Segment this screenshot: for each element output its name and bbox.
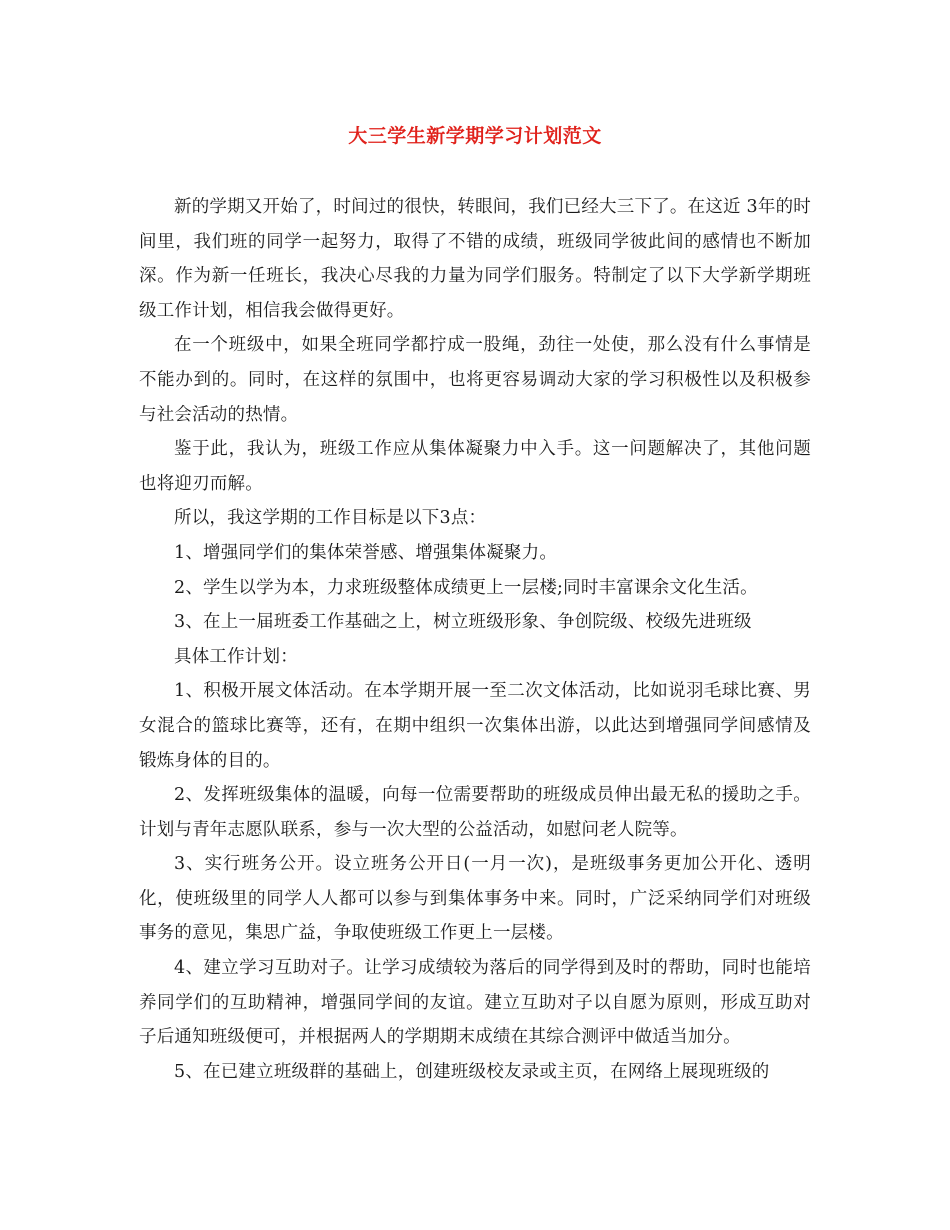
paragraph-plan-5: 5、在已建立班级群的基础上，创建班级校友录或主页，在网络上展现班级的 [174, 1061, 770, 1082]
paragraph-intro: 新的学期又开始了，时间过的很快，转眼间，我们已经大三下了。在这近 3年的时间里，我们班的同学一起努力，取得了不错的成绩，班级同学彼此间的感情也不断加深。作为新一任班长，我决心尽我的力量为同学们服务。特制定了以下大学新学期班级工作计划，相信我会做得更好。 [139, 197, 811, 321]
paragraph-plan-3: 3、实行班务公开。设立班务公开日(一月一次)，是班级事务更加公开化、透明化，使班级里的同学人人都可以参与到集体事务中来。同时，广泛采纳同学们对班级事务的意见，集思广益，争取使班级工作更上一层楼。 [139, 854, 811, 944]
paragraph-plan-heading: 具体工作计划： [174, 646, 298, 667]
paragraph-goals-heading: 所以，我这学期的工作目标是以下3点： [174, 508, 487, 529]
document-body [139, 190, 811, 1089]
paragraph-plan-4: 4、建立学习互助对子。让学习成绩较为落后的同学得到及时的帮助，同时也能培养同学们的互助精神，增强同学间的友谊。建立互助对子以自愿为原则，形成互助对子后通知班级便可，并根据两人的学期期末成绩在其综合测评中做适当加分。 [139, 958, 811, 1048]
paragraph-goal-2: 2、学生以学为本，力求班级整体成绩更上一层楼;同时丰富课余文化生活。 [174, 577, 758, 598]
paragraph-plan-2: 2、发挥班级集体的温暖，向每一位需要帮助的班级成员伸出最无私的援助之手。计划与青年志愿队联系，参与一次大型的公益活动，如慰问老人院等。 [139, 785, 811, 840]
paragraph-plan-1: 1、积极开展文体活动。在本学期开展一至二次文体活动，比如说羽毛球比赛、男女混合的篮球比赛等，还有，在期中组织一次集体出游，以此达到增强同学间感情及锻炼身体的目的。 [139, 681, 811, 771]
paragraph-goal-1: 1、增强同学们的集体荣誉感、增强集体凝聚力。 [174, 542, 558, 563]
paragraph-conclusion: 鉴于此，我认为，班级工作应从集体凝聚力中入手。这一问题解决了，其他问题也将迎刃而解。 [139, 439, 811, 494]
paragraph-goal-3: 3、在上一届班委工作基础之上，树立班级形象、争创院级、校级先进班级 [174, 612, 752, 633]
paragraph-unity: 在一个班级中，如果全班同学都拧成一股绳，劲往一处使，那么没有什么事情是不能办到的。同时，在这样的氛围中，也将更容易调动大家的学习积极性以及积极参与社会活动的热情。 [139, 335, 811, 425]
document-title: 大三学生新学期学习计划范文 [348, 125, 602, 147]
